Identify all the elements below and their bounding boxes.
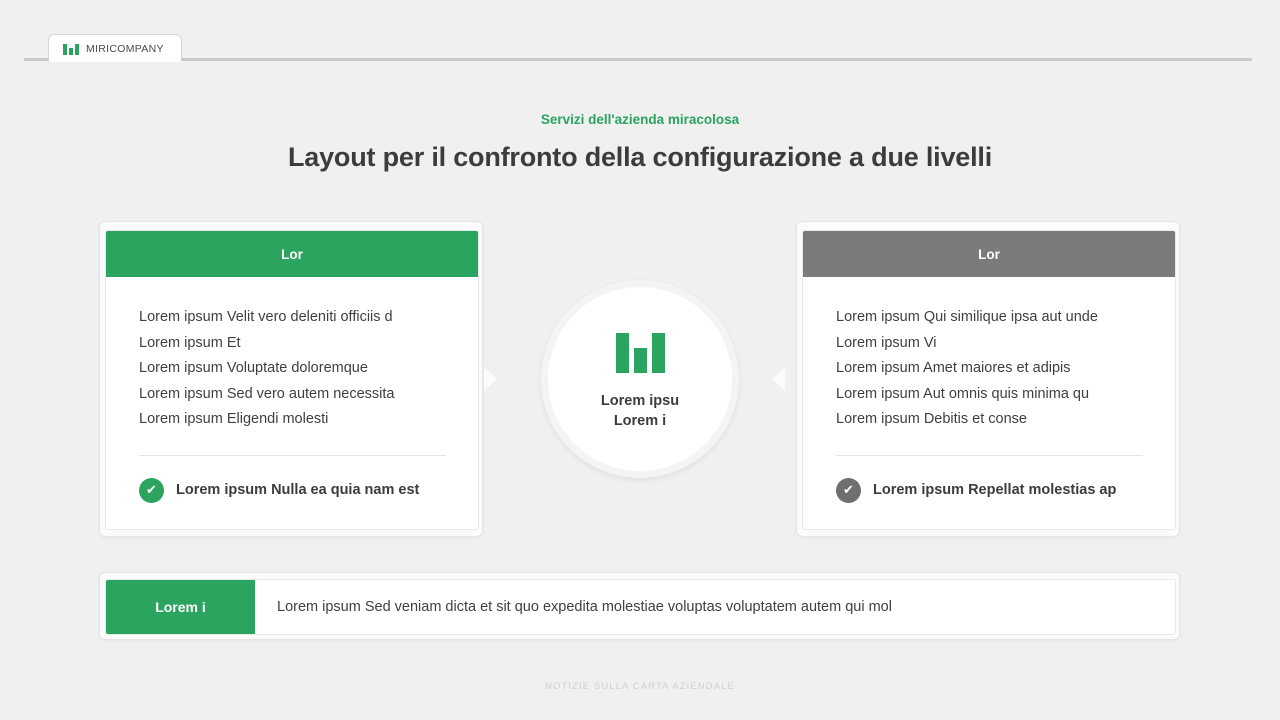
list-item: Lorem ipsum Eligendi molesti — [139, 411, 329, 428]
panel-left-list — [139, 305, 446, 433]
panel-right-footer — [836, 478, 1143, 503]
center-line-2: Lorem i — [613, 413, 667, 429]
panel-inner-left — [105, 230, 479, 530]
comparison-panel-right[interactable] — [796, 221, 1180, 537]
check-circle-icon: ✔ — [139, 478, 164, 503]
panel-left-header: Lor — [106, 231, 478, 277]
bottom-callout-tag: Lorem i — [106, 580, 255, 634]
list-item: Lorem ipsum Sed vero autem necessita — [139, 385, 395, 402]
center-badge — [541, 280, 739, 478]
mi-logo-icon — [63, 42, 79, 55]
panel-right-divider — [836, 455, 1143, 456]
arrow-left-icon — [484, 367, 497, 391]
mi-logo-icon — [616, 327, 665, 373]
bottom-callout-inner — [105, 579, 1176, 635]
slide-footer-note: NOTIZIE SULLA CARTA AZIENDALE — [545, 681, 735, 692]
tab-miricompany[interactable] — [48, 34, 182, 62]
page-title: Layout per il confronto della configurazione a due livelli — [288, 142, 992, 172]
panel-right-body — [803, 277, 1175, 503]
center-badge-text — [601, 391, 679, 431]
list-item: Lorem ipsum Vi — [836, 334, 937, 351]
list-item: Lorem ipsum Voluptate doloremque — [139, 360, 368, 377]
panel-left-body — [106, 277, 478, 503]
panel-inner-right — [802, 230, 1176, 530]
list-item: Lorem ipsum Velit vero deleniti officiis d — [139, 309, 393, 325]
check-circle-icon: ✔ — [836, 478, 861, 503]
comparison-panel-left[interactable] — [99, 221, 483, 537]
panel-left-footer — [139, 478, 446, 503]
panel-right-footer-text: Lorem ipsum Repellat molestias ap — [873, 482, 1117, 499]
bottom-callout-text: Lorem ipsum Sed veniam dicta et sit quo expedita molestiae voluptas voluptatem autem qui mol — [277, 599, 892, 615]
panel-right-header: Lor — [803, 231, 1175, 277]
list-item: Lorem ipsum Qui similique ipsa aut unde — [836, 309, 1098, 325]
eyebrow-text: Servizi dell'azienda miracolosa — [540, 112, 740, 127]
list-item: Lorem ipsum Et — [139, 334, 241, 351]
panel-right-list — [836, 305, 1143, 433]
list-item: Lorem ipsum Aut omnis quis minima qu — [836, 385, 1090, 402]
panel-left-divider — [139, 455, 446, 456]
bottom-callout[interactable] — [99, 572, 1180, 640]
arrow-right-icon — [772, 367, 785, 391]
list-item: Lorem ipsum Debitis et conse — [836, 411, 1027, 428]
tab-bar-rule — [24, 58, 1252, 61]
panel-left-footer-text: Lorem ipsum Nulla ea quia nam est — [176, 482, 420, 499]
tab-label: MIRICOMPANY — [86, 42, 164, 55]
center-line-1: Lorem ipsu — [600, 393, 680, 409]
list-item: Lorem ipsum Amet maiores et adipis — [836, 360, 1071, 377]
